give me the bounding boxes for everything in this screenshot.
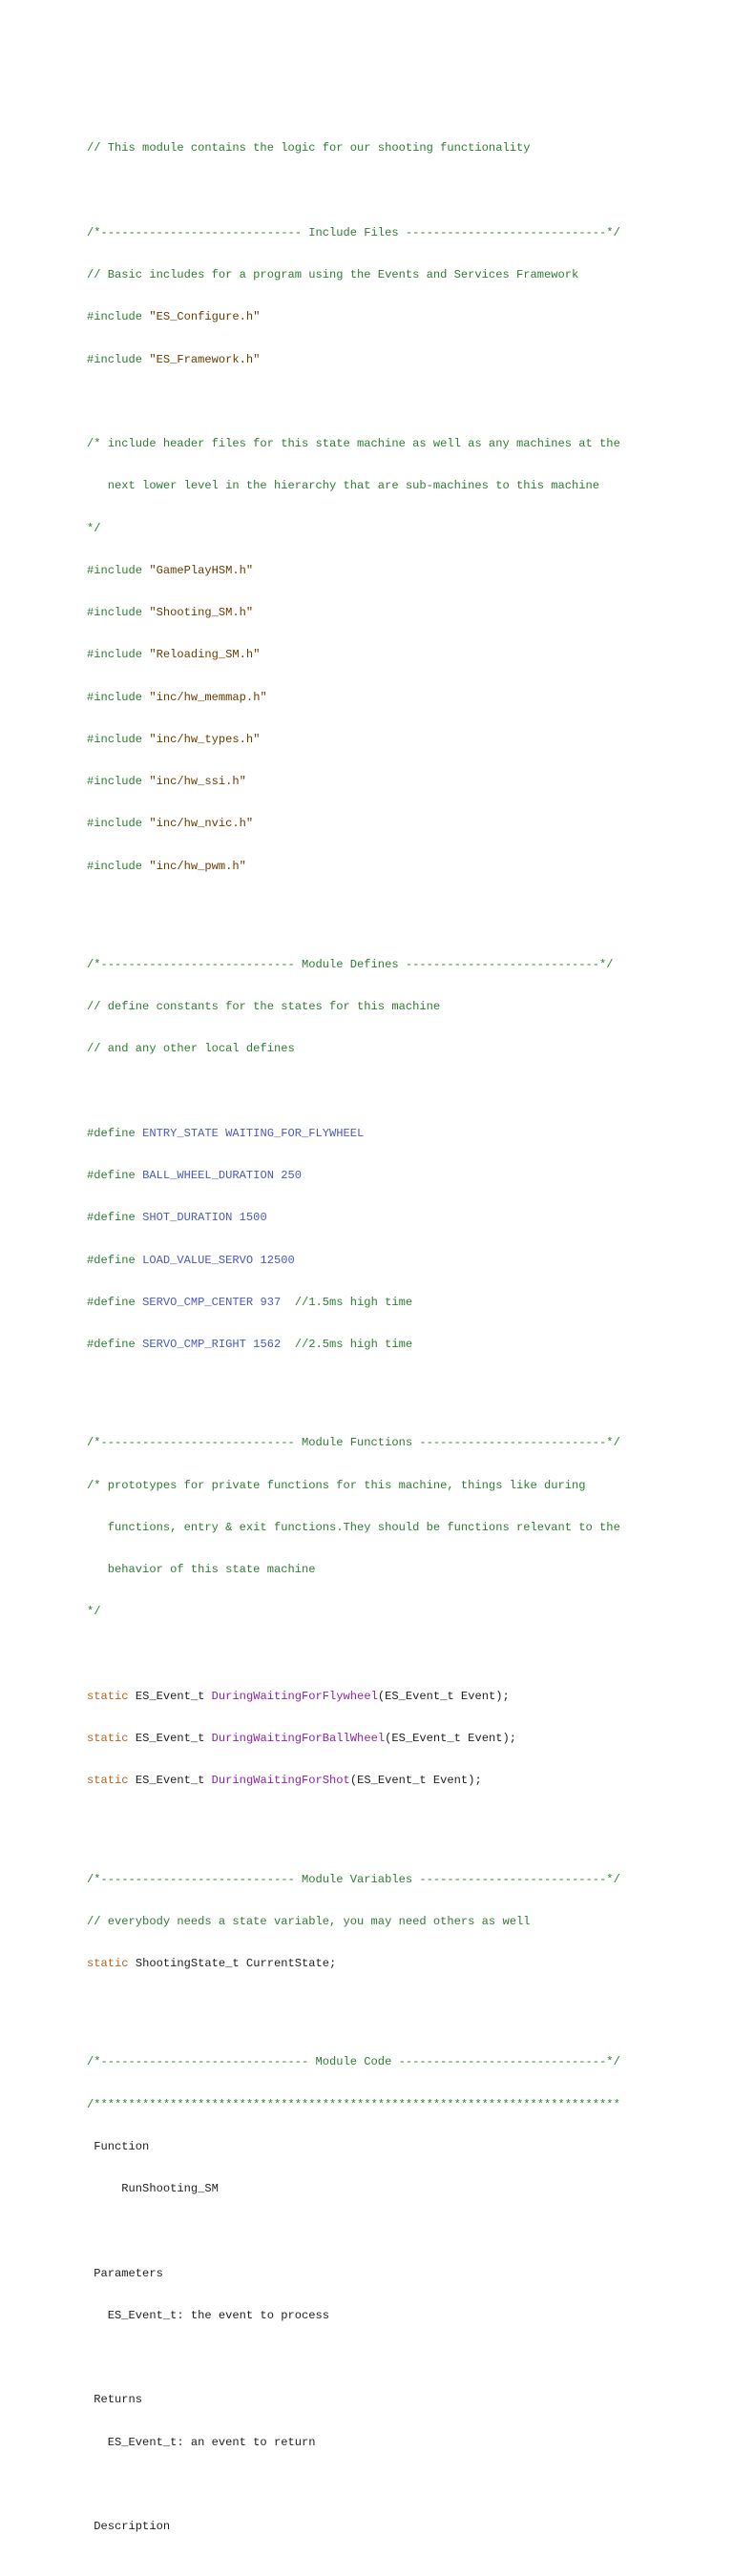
include-path: "Shooting_SM.h" bbox=[149, 606, 254, 619]
comment: behavior of this state machine bbox=[87, 1563, 316, 1576]
static-keyword: static bbox=[87, 1732, 136, 1745]
define-body: SHOT_DURATION 1500 bbox=[142, 1211, 267, 1225]
comment: next lower level in the hierarchy that are sub-machines to this machine bbox=[87, 479, 600, 493]
include-path: "Reloading_SM.h" bbox=[149, 648, 261, 662]
parameter-list: (ES_Event_t Event); bbox=[385, 1732, 516, 1745]
include-directive: #include bbox=[87, 352, 150, 366]
define-directive: #define bbox=[87, 1211, 143, 1225]
code-line bbox=[87, 1000, 717, 1014]
blank-line bbox=[87, 1085, 717, 1099]
code-line bbox=[87, 2393, 717, 2407]
blank-line bbox=[87, 1380, 717, 1394]
code-line bbox=[87, 268, 717, 282]
include-directive: #include bbox=[87, 606, 150, 619]
code-line bbox=[87, 2267, 717, 2281]
doc-comment: Parameters bbox=[87, 2266, 163, 2280]
code-line bbox=[87, 141, 717, 156]
function-name: DuringWaitingForShot bbox=[211, 1774, 350, 1788]
function-name: DuringWaitingForFlywheel bbox=[211, 1689, 378, 1703]
code-line bbox=[87, 817, 717, 831]
code-line bbox=[87, 2055, 717, 2069]
code-line bbox=[87, 1732, 717, 1746]
section-header-module-code: /*------------------------------ Module Code ------------------------------*/ bbox=[87, 2055, 620, 2069]
include-path: "inc/hw_pwm.h" bbox=[149, 859, 246, 873]
code-line bbox=[87, 1042, 717, 1056]
code-line bbox=[87, 1957, 717, 1971]
code-line bbox=[87, 1915, 717, 1929]
source-code-listing bbox=[87, 99, 717, 2576]
code-line bbox=[87, 1211, 717, 1225]
blank-line bbox=[87, 184, 717, 198]
code-line bbox=[87, 606, 717, 620]
code-line bbox=[87, 2436, 717, 2450]
variable-declaration: ShootingState_t CurrentState; bbox=[135, 1957, 337, 1970]
code-line bbox=[87, 1127, 717, 1141]
include-directive: #include bbox=[87, 563, 150, 577]
comment: /* include header files for this state machine as well as any machines at the bbox=[87, 437, 620, 450]
code-line bbox=[87, 1605, 717, 1619]
code-line bbox=[87, 1338, 717, 1352]
parameter-list: (ES_Event_t Event); bbox=[349, 1774, 482, 1788]
include-directive: #include bbox=[87, 859, 150, 873]
define-body: LOAD_VALUE_SERVO 12500 bbox=[142, 1253, 295, 1267]
section-header-include-files: /*----------------------------- Include Files -----------------------------*/ bbox=[87, 225, 620, 239]
static-keyword: static bbox=[87, 1957, 136, 1970]
define-body: SERVO_CMP_RIGHT 1562 bbox=[142, 1338, 295, 1351]
define-directive: #define bbox=[87, 1126, 143, 1140]
return-type: ES_Event_t bbox=[135, 1732, 212, 1745]
blank-line bbox=[87, 1648, 717, 1662]
code-line bbox=[87, 2182, 717, 2196]
blank-line bbox=[87, 2224, 717, 2238]
blank-line bbox=[87, 1817, 717, 1831]
blank-line bbox=[87, 1999, 717, 2013]
code-line bbox=[87, 860, 717, 874]
comment: functions, entry & exit functions.They should be functions relevant to the bbox=[87, 1520, 620, 1534]
code-line bbox=[87, 2520, 717, 2534]
code-line bbox=[87, 1690, 717, 1704]
blank-line bbox=[87, 902, 717, 916]
code-line bbox=[87, 1563, 717, 1577]
code-line bbox=[87, 733, 717, 747]
include-path: "GamePlayHSM.h" bbox=[149, 563, 254, 577]
code-line bbox=[87, 1873, 717, 1887]
code-line bbox=[87, 691, 717, 705]
code-line bbox=[87, 648, 717, 662]
section-header-module-defines: /*---------------------------- Module Defines ----------------------------*/ bbox=[87, 957, 614, 971]
code-line bbox=[87, 775, 717, 789]
code-line bbox=[87, 564, 717, 578]
comment: // define constants for the states for this machine bbox=[87, 1000, 441, 1013]
doc-comment: Returns bbox=[87, 2393, 143, 2407]
section-header-module-functions: /*---------------------------- Module Functions ---------------------------*/ bbox=[87, 1436, 620, 1450]
include-directive: #include bbox=[87, 817, 150, 831]
return-type: ES_Event_t bbox=[135, 1689, 212, 1703]
define-directive: #define bbox=[87, 1253, 143, 1267]
doc-comment-border: /**************************************************************************** bbox=[87, 2097, 620, 2111]
code-line bbox=[87, 1436, 717, 1450]
comment: // Basic includes for a program using the Events and Services Framework bbox=[87, 268, 579, 281]
include-path: "inc/hw_nvic.h" bbox=[149, 817, 254, 831]
code-line bbox=[87, 1296, 717, 1310]
code-line bbox=[87, 2309, 717, 2323]
code-line bbox=[87, 437, 717, 451]
code-line bbox=[87, 1774, 717, 1788]
include-directive: #include bbox=[87, 775, 150, 788]
code-line bbox=[87, 226, 717, 240]
blank-line bbox=[87, 2478, 717, 2492]
function-name: DuringWaitingForBallWheel bbox=[211, 1732, 386, 1745]
include-path: "ES_Framework.h" bbox=[149, 352, 261, 366]
comment: //2.5ms high time bbox=[294, 1338, 413, 1351]
comment: // and any other local defines bbox=[87, 1042, 295, 1056]
blank-line bbox=[87, 2351, 717, 2365]
code-line bbox=[87, 522, 717, 536]
code-line bbox=[87, 2098, 717, 2112]
doc-comment: ES_Event_t: the event to process bbox=[87, 2308, 330, 2322]
code-line bbox=[87, 2140, 717, 2154]
include-path: "inc/hw_memmap.h" bbox=[149, 690, 267, 704]
comment: /* prototypes for private functions for this machine, things like during bbox=[87, 1478, 586, 1492]
define-body: BALL_WHEEL_DURATION 250 bbox=[142, 1169, 302, 1182]
comment: */ bbox=[87, 521, 101, 535]
include-directive: #include bbox=[87, 310, 150, 324]
define-body: SERVO_CMP_CENTER 937 bbox=[142, 1295, 295, 1309]
define-directive: #define bbox=[87, 1169, 143, 1182]
doc-comment: Description bbox=[87, 2520, 171, 2533]
define-body: ENTRY_STATE WAITING_FOR_FLYWHEEL bbox=[142, 1126, 365, 1140]
define-directive: #define bbox=[87, 1338, 143, 1351]
code-line bbox=[87, 1169, 717, 1183]
code-line bbox=[87, 1521, 717, 1535]
doc-comment: RunShooting_SM bbox=[87, 2182, 219, 2195]
include-path: "ES_Configure.h" bbox=[149, 310, 261, 324]
include-directive: #include bbox=[87, 690, 150, 704]
doc-comment: ES_Event_t: an event to return bbox=[87, 2435, 316, 2449]
include-directive: #include bbox=[87, 648, 150, 662]
comment: //1.5ms high time bbox=[294, 1295, 413, 1309]
comment: // This module contains the logic for our shooting functionality bbox=[87, 141, 531, 156]
include-directive: #include bbox=[87, 732, 150, 746]
static-keyword: static bbox=[87, 1774, 136, 1788]
code-line bbox=[87, 310, 717, 324]
code-line bbox=[87, 1479, 717, 1493]
include-path: "inc/hw_ssi.h" bbox=[149, 775, 246, 788]
blank-line bbox=[87, 395, 717, 409]
define-directive: #define bbox=[87, 1295, 143, 1309]
code-line bbox=[87, 1254, 717, 1268]
comment: */ bbox=[87, 1605, 101, 1619]
code-line bbox=[87, 353, 717, 367]
parameter-list: (ES_Event_t Event); bbox=[377, 1689, 510, 1703]
section-header-module-variables: /*---------------------------- Module Variables ---------------------------*/ bbox=[87, 1872, 620, 1886]
static-keyword: static bbox=[87, 1689, 136, 1703]
comment: // everybody needs a state variable, you may need others as well bbox=[87, 1914, 531, 1928]
include-path: "inc/hw_types.h" bbox=[149, 732, 261, 746]
return-type: ES_Event_t bbox=[135, 1774, 212, 1788]
doc-comment: Function bbox=[87, 2139, 150, 2153]
code-line bbox=[87, 479, 717, 493]
code-line bbox=[87, 958, 717, 972]
